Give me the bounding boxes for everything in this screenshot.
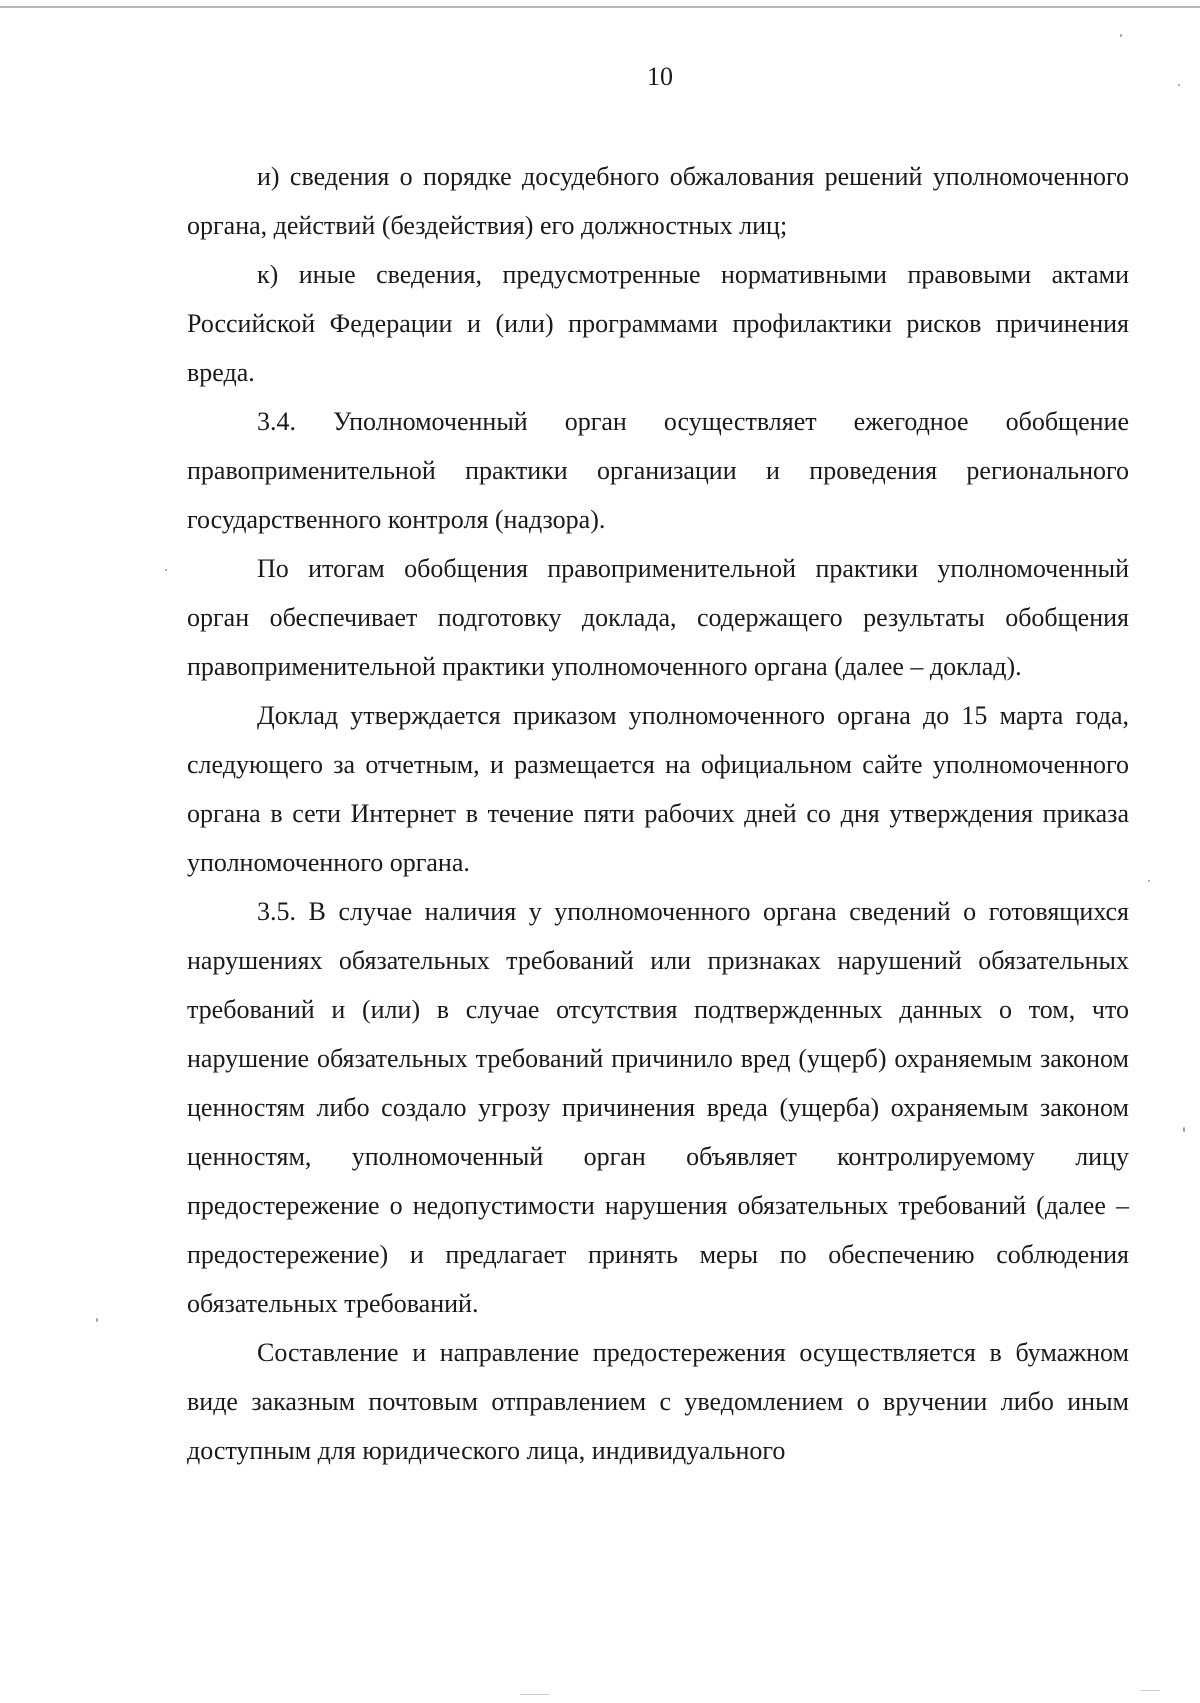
scan-speck xyxy=(96,1318,98,1322)
paragraph-summary-report: По итогам обобщения правоприменительной практики уполномоченный орган обеспечивает подготовку доклада, содержащего результаты обобщения правоприменительной практики уполномоченного органа (далее – доклад). xyxy=(187,554,1129,681)
page-number: 10 xyxy=(647,62,673,91)
page-top-border xyxy=(0,6,1200,8)
paragraph-item-k: к) иные сведения, предусмотренные нормативными правовыми актами Российской Федерации и (или) программами профилактики рисков причинения вреда. xyxy=(187,260,1129,387)
paragraph-report-approval: Доклад утверждается приказом уполномоченного органа до 15 марта года, следующего за отчетным, и размещается на официальном сайте уполномоченного органа в сети Интернет в течение пяти рабочих дней со дня утверждения приказа уполномоченного органа. xyxy=(187,701,1129,877)
paragraph-3-5: 3.5. В случае наличия у уполномоченного органа сведений о готовящихся нарушениях обязательных требований или признаках нарушений обязательных требований и (или) в случае отсутствия подтвержденных данных о том, что нарушение обязательных требований причинило вред (ущерб) охраняемым законом ценностям либо создало угрозу причинения вреда (ущерба) охраняемым законом ценностям, уполномоченный орган объявляет контролируемому лицу предостережение о недопустимости нарушения обязательных требований (далее – предостережение) и предлагает принять меры по обеспечению соблюдения обязательных требований. xyxy=(187,897,1129,1318)
paragraph-warning-delivery: Составление и направление предостережения осуществляется в бумажном виде заказным почтовым отправлением с уведомлением о вручении либо иным доступным для юридического лица, индивидуального xyxy=(187,1338,1129,1465)
document-body xyxy=(187,152,1129,1475)
scan-speck xyxy=(1183,1127,1185,1132)
paragraph-3-4: 3.4. Уполномоченный орган осуществляет ежегодное обобщение правоприменительной практики организации и проведения регионального государственного контроля (надзора). xyxy=(187,407,1129,534)
paragraph-item-i: и) сведения о порядке досудебного обжалования решений уполномоченного органа, действий (бездействия) его должностных лиц; xyxy=(187,162,1129,240)
scan-speck xyxy=(1178,84,1180,86)
scan-speck xyxy=(1140,1690,1160,1691)
scan-speck xyxy=(1148,880,1150,882)
scan-speck xyxy=(520,1694,550,1695)
scan-speck xyxy=(1120,34,1122,37)
scan-speck xyxy=(165,569,167,571)
